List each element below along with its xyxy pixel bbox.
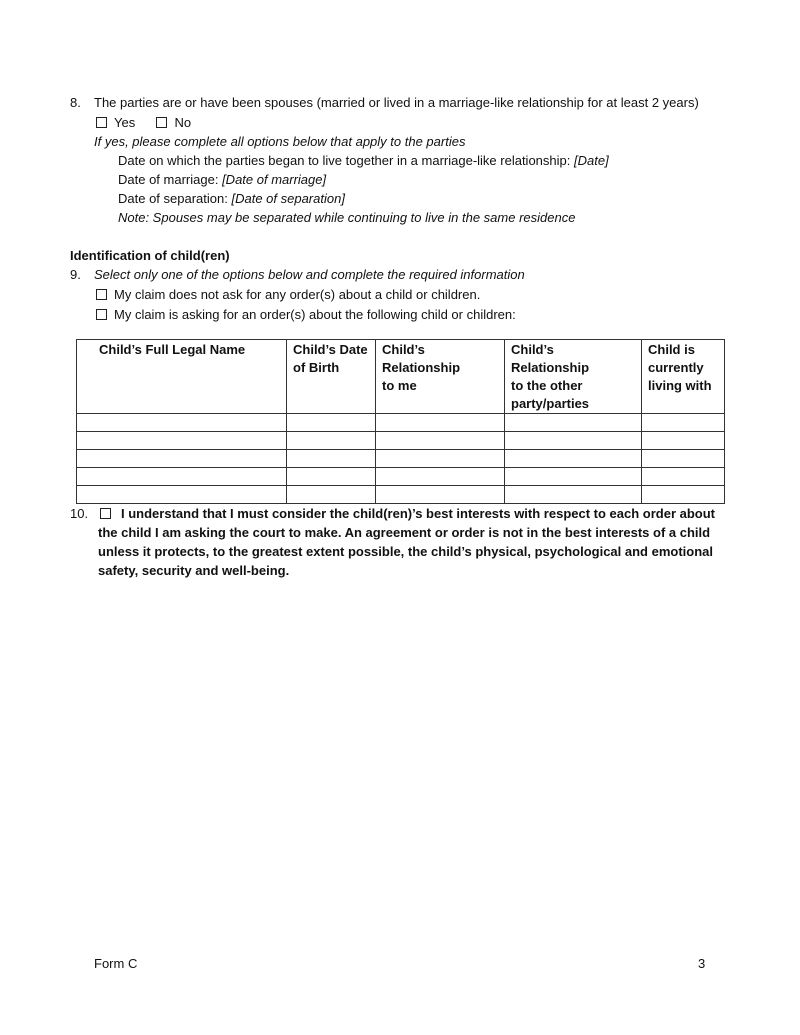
q9-number: 9.: [70, 267, 81, 282]
relationship-to-me-cell-input[interactable]: [376, 414, 504, 431]
relationship-to-me-cell: [376, 414, 505, 432]
footer-page-number: 3: [698, 956, 706, 971]
q8-number: 8.: [70, 95, 81, 110]
q10-paragraph: [98, 504, 738, 580]
relationship-to-me-cell-input[interactable]: [376, 468, 504, 485]
table-row: [77, 450, 725, 468]
q10-number: 10.: [70, 506, 89, 521]
living-with-cell-input[interactable]: [642, 432, 724, 449]
relationship-to-me-cell-input[interactable]: [376, 450, 504, 467]
living-with-cell: [642, 450, 725, 468]
name-cell-input[interactable]: [77, 432, 286, 449]
q8-instruction: If yes, please complete all options below that apply to the parties: [94, 134, 466, 149]
yes-label: Yes: [114, 115, 136, 130]
name-cell-input[interactable]: [77, 468, 286, 485]
best-interests-checkbox[interactable]: [100, 508, 111, 519]
dob-cell-input[interactable]: [287, 432, 375, 449]
dob-cell-input[interactable]: [287, 468, 375, 485]
dob-cell-input[interactable]: [287, 414, 375, 431]
no-order-checkbox[interactable]: [96, 289, 107, 300]
relationship-to-other-cell: [505, 450, 642, 468]
relationship-to-me-cell: [376, 432, 505, 450]
marriage-date-field[interactable]: [Date of marriage]: [222, 172, 327, 187]
living-with-cell: [642, 486, 725, 504]
header-full-legal-name: Child’s Full Legal Name: [77, 340, 287, 414]
name-cell-input[interactable]: [77, 486, 286, 503]
name-cell-input[interactable]: [77, 450, 286, 467]
q9-option-order: [96, 306, 516, 324]
relationship-to-other-cell-input[interactable]: [505, 414, 641, 431]
header-relationship-to-other: Child’s Relationship to the other party/parties: [505, 340, 642, 414]
dob-cell-input[interactable]: [287, 486, 375, 503]
table-row: [77, 468, 725, 486]
relationship-to-other-cell-input[interactable]: [505, 486, 641, 503]
separation-date-row: [118, 190, 345, 208]
relationship-to-other-cell-input[interactable]: [505, 450, 641, 467]
marriage-date-label: Date of marriage:: [118, 172, 219, 187]
dob-cell-input[interactable]: [287, 450, 375, 467]
relationship-to-other-cell: [505, 432, 642, 450]
dob-cell: [287, 468, 376, 486]
living-with-cell-input[interactable]: [642, 414, 724, 431]
marriage-date-row: [118, 171, 326, 189]
q8-options: [96, 114, 191, 132]
relationship-to-other-cell: [505, 486, 642, 504]
name-cell: [77, 468, 287, 486]
relationship-to-me-cell-input[interactable]: [376, 486, 504, 503]
q10-text: I understand that I must consider the child(ren)’s best interests with respect to each order about the child I am asking the court to make. An agreement or order is not in the best interests of a child unless it protects, to the greatest extent possible, the child’s physical, psychological and emotional safety, security and well-being.: [98, 506, 716, 578]
order-label: My claim is asking for an order(s) about the following child or children:: [114, 307, 516, 322]
q9-instruction: Select only one of the options below and complete the required information: [94, 267, 525, 282]
relationship-to-other-cell: [505, 414, 642, 432]
relationship-to-me-cell: [376, 468, 505, 486]
header-relationship-to-me: Child’s Relationship to me: [376, 340, 505, 414]
q9-option-no-order: [96, 286, 480, 304]
name-cell: [77, 450, 287, 468]
together-date-field[interactable]: [Date]: [574, 153, 609, 168]
q8-note: Note: Spouses may be separated while continuing to live in the same residence: [118, 210, 576, 225]
children-table: [76, 339, 725, 504]
header-living-with: Child is currently living with: [642, 340, 725, 414]
yes-checkbox[interactable]: [96, 117, 107, 128]
no-checkbox[interactable]: [156, 117, 167, 128]
living-with-cell-input[interactable]: [642, 450, 724, 467]
name-cell: [77, 432, 287, 450]
together-date-row: [118, 152, 609, 170]
children-section-heading: Identification of child(ren): [70, 248, 230, 263]
living-with-cell-input[interactable]: [642, 486, 724, 503]
separation-date-label: Date of separation:: [118, 191, 228, 206]
table-row: [77, 432, 725, 450]
relationship-to-me-cell: [376, 486, 505, 504]
relationship-to-other-cell-input[interactable]: [505, 468, 641, 485]
together-date-label: Date on which the parties began to live together in a marriage-like relationship:: [118, 153, 571, 168]
order-checkbox[interactable]: [96, 309, 107, 320]
dob-cell: [287, 414, 376, 432]
relationship-to-other-cell: [505, 468, 642, 486]
dob-cell: [287, 486, 376, 504]
living-with-cell-input[interactable]: [642, 468, 724, 485]
name-cell-input[interactable]: [77, 414, 286, 431]
relationship-to-me-cell: [376, 450, 505, 468]
name-cell: [77, 486, 287, 504]
living-with-cell: [642, 414, 725, 432]
living-with-cell: [642, 468, 725, 486]
table-header-row: [77, 340, 725, 414]
header-date-of-birth: Child’s Date of Birth: [287, 340, 376, 414]
name-cell: [77, 414, 287, 432]
separation-date-field[interactable]: [Date of separation]: [231, 191, 345, 206]
relationship-to-other-cell-input[interactable]: [505, 432, 641, 449]
table-row: [77, 486, 725, 504]
no-label: No: [174, 115, 192, 130]
q8-text: The parties are or have been spouses (married or lived in a marriage-like relationship for at least 2 years): [94, 95, 699, 110]
dob-cell: [287, 432, 376, 450]
footer-form-name: Form C: [94, 956, 138, 971]
living-with-cell: [642, 432, 725, 450]
table-row: [77, 414, 725, 432]
dob-cell: [287, 450, 376, 468]
no-order-label: My claim does not ask for any order(s) about a child or children.: [114, 287, 481, 302]
relationship-to-me-cell-input[interactable]: [376, 432, 504, 449]
